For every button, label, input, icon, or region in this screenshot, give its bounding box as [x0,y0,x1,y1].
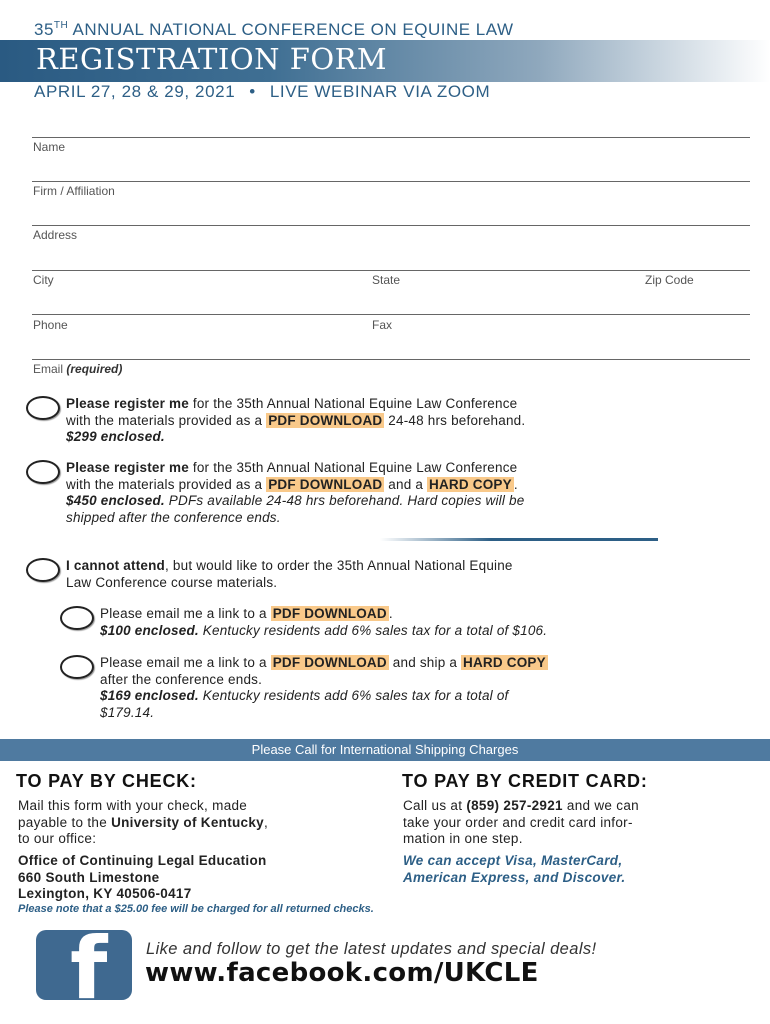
facebook-icon[interactable] [36,930,132,1000]
pay-by-check-text: Mail this form with your check, made payable to the University of Kentucky, to our office: [18,798,269,846]
pay-by-card-heading: TO PAY BY CREDIT CARD: [402,771,648,791]
option-pdf-only-text: Please email me a link to a PDF DOWNLOAD . $100 enclosed. Kentucky residents add 6% sales tax for a total of $106. [100,606,548,638]
facebook-url-link[interactable]: www.facebook.com/UKCLE [145,958,539,988]
required-note: (required) [66,362,123,376]
address-label: Address [33,228,78,242]
zip-label: Zip Code [645,273,694,287]
option-cannot-attend-text: I cannot attend, but would like to order the 35th Annual National Equine Law Conference course materials. [66,558,513,590]
hard-copy-highlight: HARD COPY [463,655,546,670]
option-register-pdf-radio[interactable] [26,396,60,420]
firm-label: Firm / Affiliation [33,184,115,198]
price-299: $299 enclosed. [66,429,165,444]
email-field[interactable] [32,359,750,360]
option-pdf-hardcopy-text: Please email me a link to a PDF DOWNLOAD and ship a HARD COPY after the conference ends. $169 enclosed. Kentucky residents add 6% sales tax for a total of $179.14. [100,655,546,720]
state-label: State [372,273,401,287]
city-label: City [33,273,54,287]
price-100: $100 enclosed. [100,622,199,638]
event-venue: LIVE WEBINAR VIA ZOOM [269,82,491,101]
option-cannot-attend-radio[interactable] [26,558,60,582]
city-state-zip-field[interactable] [32,270,750,271]
option-register-pdf-hardcopy-radio[interactable] [26,460,60,484]
form-title: REGISTRATION FORM [36,42,388,76]
section-divider [380,538,658,541]
phone-fax-field[interactable] [32,314,750,315]
phone-label: Phone [33,318,68,332]
pdf-download-highlight: PDF DOWNLOAD [272,606,387,621]
option-pdf-hardcopy-radio[interactable] [60,655,94,679]
event-dates-venue [34,82,490,102]
address-field[interactable] [32,225,750,226]
email-label: Email (required) [33,362,123,376]
fax-label: Fax [372,318,393,332]
name-field[interactable] [32,137,750,138]
option-register-pdf-hardcopy-text: Please register me for the 35th Annual National Equine Law Conference with the materials provided as a PDF DOWNLOAD and a HARD COPY . $450 enclosed. PDFs available 24-48 hrs beforehand. Hard copies will be shipped after the conference ends. [66,460,525,525]
pdf-download-highlight: PDF DOWNLOAD [268,412,383,428]
facebook-tagline: Like and follow to get the latest updates and special deals! [146,940,597,958]
shipping-notice-band: Please Call for International Shipping Charges [0,739,770,761]
option-register-pdf-text: Please register me for the 35th Annual National Equine Law Conference with the materials provided as a PDF DOWNLOAD 24-48 hrs beforehand. $299 enclosed. [66,396,756,446]
conference-title: 35TH ANNUAL NATIONAL CONFERENCE ON EQUINE LAW [34,20,514,39]
name-label: Name [33,140,66,154]
pay-by-check-heading: TO PAY BY CHECK: [16,771,197,791]
facebook-glyph: f [70,930,108,1000]
price-169: $169 enclosed. [100,688,199,703]
accepted-cards-note: We can accept Visa, MasterCard, American Express, and Discover. [403,853,626,885]
price-450: $450 enclosed. [66,493,165,508]
pdf-download-highlight: PDF DOWNLOAD [268,476,383,492]
returned-check-fee-note: Please note that a $25.00 fee will be charged for all returned checks. [18,903,374,915]
phone-number[interactable]: (859) 257-2921 [466,798,563,813]
separator-bullet: • [249,82,256,101]
hard-copy-highlight: HARD COPY [429,476,512,492]
event-dates: APRIL 27, 28 & 29, 2021 [34,82,236,101]
mailing-address: Office of Continuing Legal Education 660 South Limestone Lexington, KY 40506-0417 [18,853,267,901]
firm-field[interactable] [32,181,750,182]
option-pdf-only-radio[interactable] [60,606,94,630]
pay-by-card-text: Call us at (859) 257-2921 and we can take your order and credit card infor- mation in one step. [403,798,639,846]
pdf-download-highlight: PDF DOWNLOAD [272,655,387,670]
